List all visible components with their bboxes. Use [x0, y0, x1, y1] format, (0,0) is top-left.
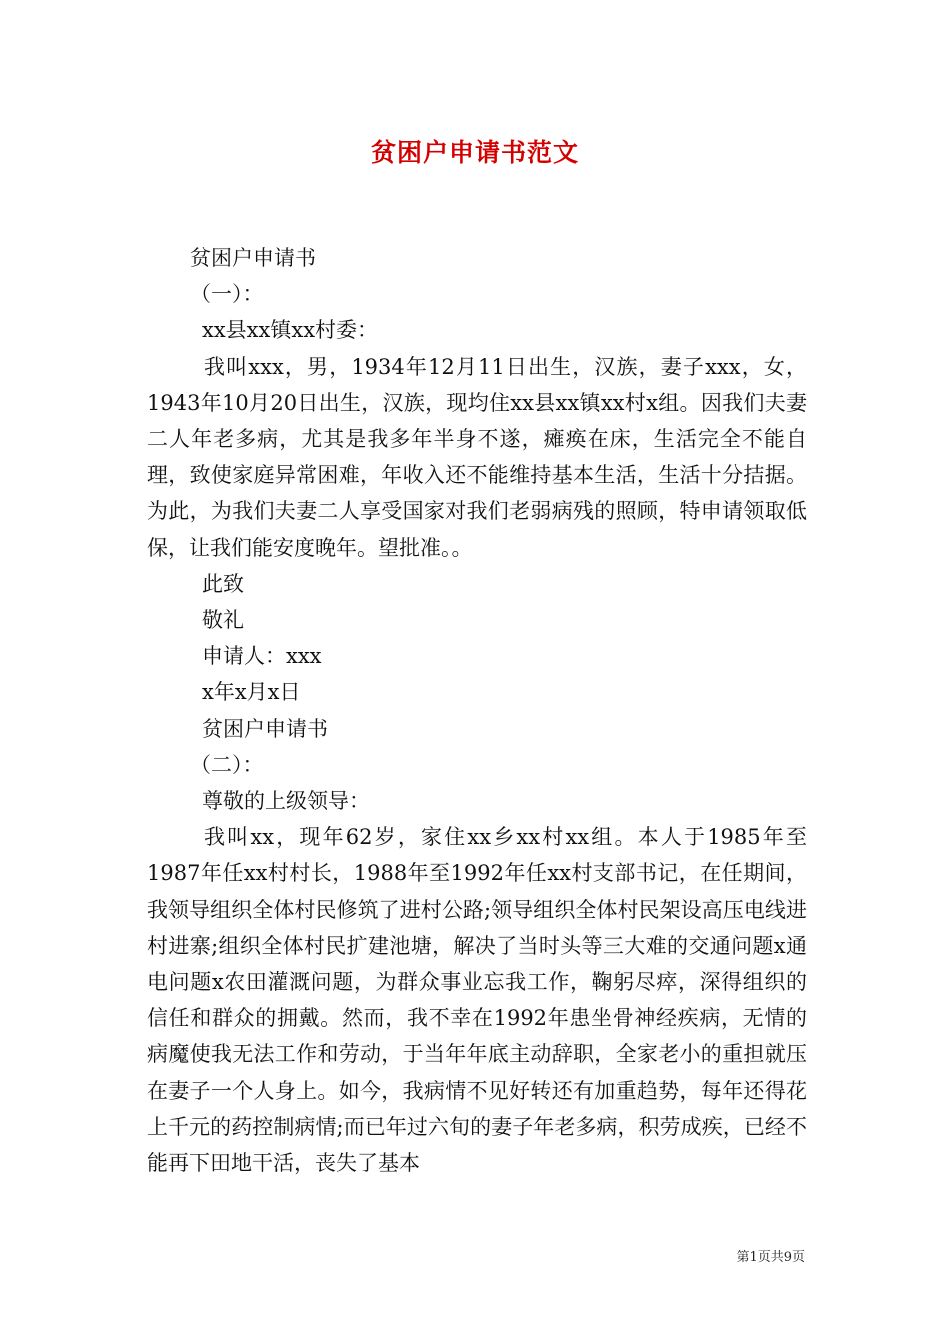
- section1-closing-1: 此致: [202, 571, 244, 596]
- document-title: 贫困户申请书范文: [370, 138, 579, 167]
- section2-body: 我叫xx，现年62岁，家住xx乡xx村xx组。本人于1985年至1987年任xx村村长，1988年至1992年任xx村支部书记，在任期间，我领导组织全体村民修筑了进村公路;领导组织全体村民架设高压电线进村进寨;组织全体村民扩建池塘，解决了当时头等三大难的交通问题x通电问题x农田灌溉问题，为群众事业忘我工作，鞠躬尽瘁，深得组织的信任和群众的拥戴。然而，我不幸在1992年患坐骨神经疾病，无情的病魔使我无法工作和劳动，于当年年底主动辞职，全家老小的重担就压在妻子一个人身上。如今，我病情不见好转还有加重趋势，每年还得花上千元的药控制病情;而已年过六旬的妻子年老多病，积劳成疾，已经不能再下田地干活，丧失了基本: [147, 825, 807, 1176]
- section1-applicant: 申请人：xxx: [202, 644, 322, 669]
- section1-heading: 贫困户申请书: [190, 246, 316, 270]
- section1-number: （一）：: [190, 282, 264, 307]
- page-number-footer: 第1页共9页: [736, 1250, 805, 1265]
- section2-number: （二）：: [190, 752, 264, 777]
- section1-closing-2: 敬礼: [202, 608, 244, 633]
- section2-salutation: 尊敬的上级领导：: [202, 789, 370, 814]
- section2-heading: 贫困户申请书: [202, 716, 328, 741]
- document-body: [147, 240, 807, 1181]
- section1-body: 我叫xxx，男，1934年12月11日出生，汉族，妻子xxx，女，1943年10月20日出生，汉族，现均住xx县xx镇xx村x组。因我们夫妻二人年老多病，尤其是我多年半身不遂，瘫痪在床，生活完全不能自理，致使家庭异常困难，年收入还不能维持基本生活，生活十分拮据。为此，为我们夫妻二人享受国家对我们老弱病残的照顾，特申请领取低保，让我们能安度晚年。望批准。。: [147, 354, 807, 560]
- section1-salutation: xx县xx镇xx村委：: [202, 318, 379, 343]
- section1-date: x年x月x日: [202, 680, 301, 705]
